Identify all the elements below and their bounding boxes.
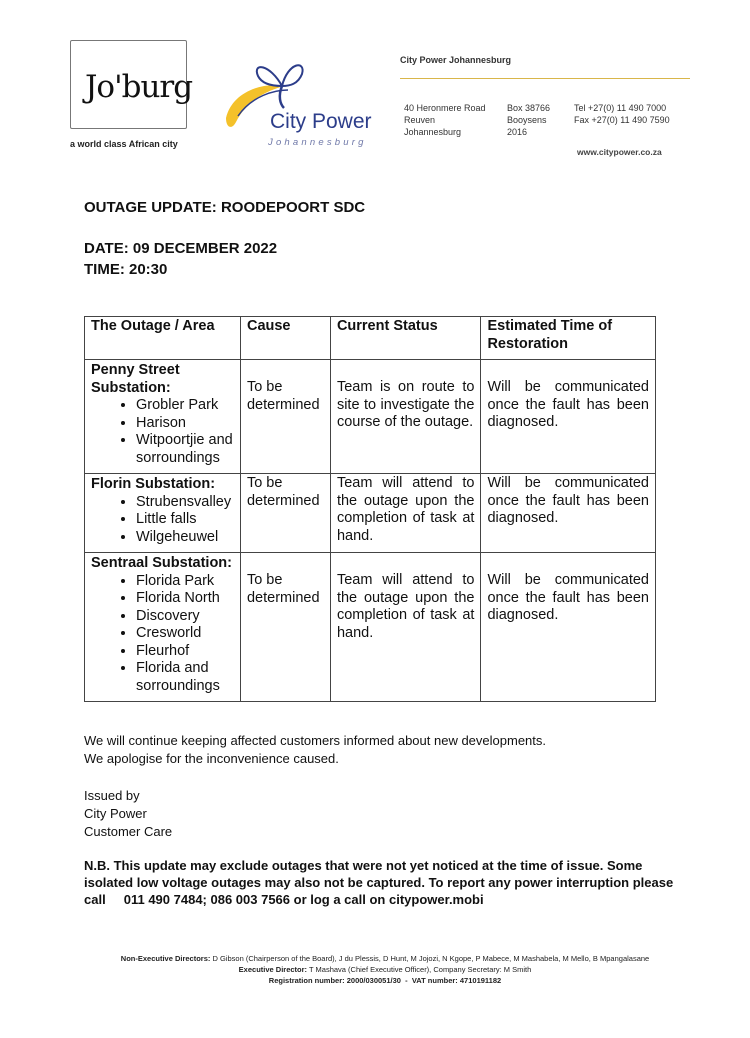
etr-cell: Will be communicated once the fault has been diagnosed. (481, 553, 656, 702)
list-item: • Discovery (136, 608, 234, 626)
nb-note: N.B. This update may exclude outages that were not yet noticed at the time of issue. Some isolated low voltage outages may also not be captured. To report any power interruption please call 011 490 7484; 086 003 7566 or log a call on citypower.mobi (84, 858, 677, 907)
table-row (85, 553, 656, 702)
outage-table (84, 316, 656, 702)
area-cell (85, 474, 241, 553)
issued-by: Issued by City Power Customer Care (84, 788, 173, 839)
letterhead-contact: Tel +27(0) 11 490 7000 Fax +27(0) 11 490 7590 (574, 103, 670, 125)
city-power-wordmark: City Power (270, 110, 372, 133)
affected-areas-list (91, 494, 234, 547)
status-cell: Team is on route to site to investigate the course of the outage. (330, 360, 481, 474)
butterfly-wing-right (282, 65, 303, 86)
butterfly-wing-left (257, 67, 282, 86)
table-row (85, 474, 656, 553)
joburg-logo (70, 40, 193, 129)
list-item: • Strubensvalley (136, 494, 234, 512)
footer-non-exec: Non-Executive Directors: D Gibson (Chairperson of the Board), J du Plessis, D Hunt, M Jojozi, N Kgope, P Mabece, M Mashabela, M Mello, B Mpangalasane (120, 954, 650, 963)
list-item: • Fleurhof (136, 643, 234, 661)
city-power-subtitle: Johannesburg (268, 137, 367, 148)
substation-name: Florin Substation: (91, 476, 216, 492)
footer-exec: Executive Director: T Mashava (Chief Executive Officer), Company Secretary: M Smith (238, 965, 532, 974)
table-header-row (85, 317, 656, 360)
header-cause: Cause (240, 317, 330, 360)
list-item: • Harison (136, 415, 234, 433)
list-item: • Cresworld (136, 625, 234, 643)
cause-cell: To be determined (240, 553, 330, 702)
table-row (85, 360, 656, 474)
header-status: Current Status (330, 317, 481, 360)
list-item: • Little falls (136, 511, 234, 529)
closing-message: We will continue keeping affected customers informed about new developments. We apologise for the inconvenience caused. (84, 733, 547, 766)
footer-registration: Registration number: 2000/030051/30 - VAT number: 4710191182 (268, 976, 502, 985)
cause-cell: To be determined (240, 474, 330, 553)
letterhead-address: 40 Heronmere Road Reuven Johannesburg (404, 103, 486, 137)
etr-cell: Will be communicated once the fault has been diagnosed. (481, 360, 656, 474)
joburg-tagline: a world class African city (70, 139, 178, 149)
header-etr: Estimated Time of Restoration (481, 317, 656, 360)
letterhead-rule (400, 78, 690, 79)
status-cell: Team will attend to the outage upon the completion of task at hand. (330, 553, 481, 702)
affected-areas-list (91, 573, 234, 696)
status-cell: Team will attend to the outage upon the completion of task at hand. (330, 474, 481, 553)
joburg-wordmark: Jo'burg (85, 69, 193, 105)
list-item: • Witpoortjie and sorroundings (136, 432, 234, 467)
header-area: The Outage / Area (85, 317, 241, 360)
update-time: TIME: 20:30 (84, 261, 168, 278)
substation-name: Sentraal Substation: (91, 555, 232, 571)
page-title: OUTAGE UPDATE: ROODEPOORT SDC (84, 199, 366, 216)
list-item: • Florida North (136, 590, 234, 608)
letterhead-box: Box 38766 Booysens 2016 (507, 103, 551, 137)
affected-areas-list (91, 397, 234, 467)
substation-name: Penny Street Substation: (91, 362, 180, 396)
letterhead-company: City Power Johannesburg (400, 55, 512, 65)
list-item: • Florida and sorroundings (136, 660, 234, 695)
cause-cell: To be determined (240, 360, 330, 474)
list-item: • Wilgeheuwel (136, 529, 234, 547)
update-date: DATE: 09 DECEMBER 2022 (84, 240, 278, 257)
area-cell (85, 360, 241, 474)
area-cell (85, 553, 241, 702)
letterhead-website: www.citypower.co.za (577, 147, 662, 157)
list-item: • Grobler Park (136, 397, 234, 415)
list-item: • Florida Park (136, 573, 234, 591)
etr-cell: Will be communicated once the fault has been diagnosed. (481, 474, 656, 553)
